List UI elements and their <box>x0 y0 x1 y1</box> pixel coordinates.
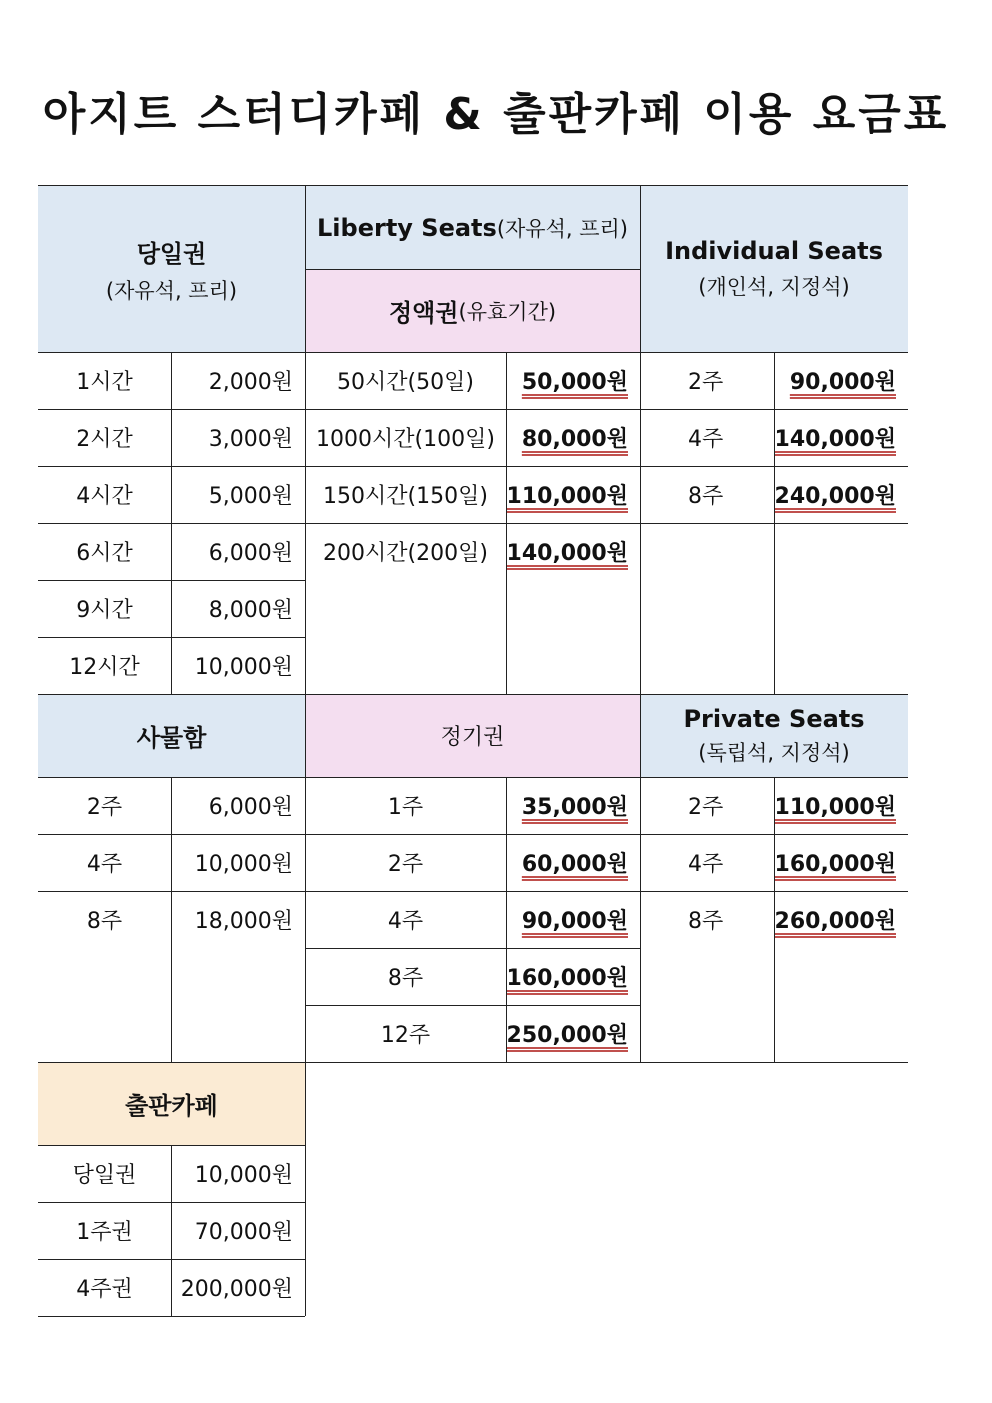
price-value: 140,000원 <box>774 427 896 452</box>
price-value: 35,000원 <box>521 795 628 820</box>
regular-pass-header <box>305 694 640 777</box>
liberty-title-suffix: (자유석, 프리) <box>496 216 628 241</box>
grid-line <box>38 1062 908 1063</box>
table-row-label: 2주 <box>688 370 724 395</box>
table-row-price <box>506 523 640 580</box>
table-row-price <box>774 466 908 523</box>
grid-line <box>171 352 172 694</box>
price-value: 110,000원 <box>774 795 896 820</box>
table-row-label: 4주 <box>688 427 724 452</box>
table-row-price <box>506 777 640 834</box>
private-title: Private Seats <box>683 704 865 733</box>
price-value: 160,000원 <box>774 852 896 877</box>
table-row-label: 8주 <box>688 909 724 934</box>
price-value: 240,000원 <box>774 484 896 509</box>
grid-line <box>38 891 908 892</box>
grid-line <box>506 777 507 1062</box>
table-row-label: 2주 <box>387 852 424 877</box>
table-row-price <box>774 409 908 466</box>
table-row-label: 4주 <box>688 852 724 877</box>
table-row-label: 50시간(50일) <box>337 370 474 395</box>
publishing-title: 출판카페 <box>125 1092 218 1120</box>
table-row-label: 4시간 <box>76 484 133 509</box>
table-row-label: 8주 <box>387 966 424 991</box>
price-value: 60,000원 <box>521 852 628 877</box>
table-row-price: 6,000원 <box>208 795 293 820</box>
grid-line <box>38 352 908 353</box>
table-row-price <box>506 466 640 523</box>
price-value: 90,000원 <box>789 370 896 395</box>
price-value: 250,000원 <box>506 1023 628 1048</box>
individual-header <box>640 186 908 352</box>
table-row-label: 12시간 <box>69 655 140 680</box>
grid-line <box>305 269 640 270</box>
price-value: 90,000원 <box>521 909 628 934</box>
table-row-price <box>774 834 908 891</box>
table-row-label: 4주권 <box>76 1277 133 1302</box>
table-row-price: 70,000원 <box>194 1220 293 1245</box>
table-row-label: 1주 <box>387 795 424 820</box>
grid-line <box>305 1005 640 1006</box>
table-row-price: 10,000원 <box>194 655 293 680</box>
table-row-label: 4주 <box>387 909 424 934</box>
grid-line <box>171 1145 172 1316</box>
table-row-price: 10,000원 <box>194 1163 293 1188</box>
grid-line <box>38 523 908 524</box>
table-row-price: 5,000원 <box>208 484 293 509</box>
table-row-price <box>506 891 640 948</box>
liberty-title: Liberty Seats <box>317 213 497 242</box>
table-row-price: 8,000원 <box>208 598 293 623</box>
individual-title: Individual Seats <box>665 237 883 265</box>
fixed-pass-title: 정액권 <box>388 299 459 327</box>
publishing-header <box>38 1062 305 1145</box>
grid-line <box>38 834 908 835</box>
liberty-header <box>305 186 640 269</box>
grid-line <box>38 694 908 695</box>
table-row-price: 18,000원 <box>194 909 293 934</box>
grid-line <box>38 777 908 778</box>
table-row-label: 8주 <box>86 909 123 934</box>
table-row-label: 2시간 <box>76 427 133 452</box>
table-row-label: 2주 <box>688 795 724 820</box>
price-value: 50,000원 <box>521 370 628 395</box>
table-row-price <box>506 834 640 891</box>
grid-line <box>774 352 775 694</box>
table-row-label: 1주권 <box>76 1220 133 1245</box>
price-value: 110,000원 <box>506 484 628 509</box>
day-pass-subtitle: (자유석, 프리) <box>105 278 238 303</box>
individual-subtitle: (개인석, 지정석) <box>698 275 850 299</box>
table-row-label: 150시간(150일) <box>323 484 488 509</box>
price-value: 160,000원 <box>506 966 628 991</box>
table-row-price: 2,000원 <box>208 370 293 395</box>
locker-header <box>38 694 305 777</box>
day-pass-title: 당일권 <box>136 239 207 268</box>
grid-line <box>305 1062 306 1316</box>
table-row-price <box>506 409 640 466</box>
price-value: 80,000원 <box>521 427 628 452</box>
table-row-label: 6시간 <box>76 541 133 566</box>
table-row-price <box>506 948 640 1005</box>
grid-line <box>38 185 908 186</box>
table-row-label: 8주 <box>688 484 724 509</box>
grid-line <box>506 352 507 694</box>
grid-line <box>774 777 775 1062</box>
table-row-label: 1시간 <box>76 370 133 395</box>
price-value: 140,000원 <box>506 541 628 566</box>
table-row-label: 200시간(200일) <box>323 541 488 566</box>
table-row-label: 9시간 <box>76 598 133 623</box>
grid-line <box>640 186 641 1062</box>
locker-title: 사물함 <box>136 724 207 752</box>
table-row-label: 2주 <box>86 795 123 820</box>
table-row-price <box>506 352 640 409</box>
page-title: 아지트 스터디카페 & 출판카페 이용 요금표 <box>42 89 950 140</box>
price-value: 260,000원 <box>774 909 896 934</box>
grid-line <box>171 777 172 1062</box>
table-row-price <box>774 891 908 948</box>
day-pass-header <box>38 186 305 352</box>
table-row-label: 4주 <box>86 852 123 877</box>
table-row-price: 3,000원 <box>208 427 293 452</box>
fixed-pass-suffix: (유효기간) <box>458 299 557 324</box>
regular-pass-title: 정기권 <box>440 725 505 750</box>
private-header <box>640 694 908 777</box>
table-row-label: 12주 <box>380 1023 431 1048</box>
table-row-label: 1000시간(100일) <box>316 427 495 452</box>
grid-line <box>38 466 908 467</box>
table-row-price <box>774 352 908 409</box>
grid-line <box>305 948 640 949</box>
table-row-price <box>506 1005 640 1062</box>
grid-line <box>38 1316 305 1317</box>
table-row-price: 200,000원 <box>180 1277 293 1302</box>
table-row-price: 6,000원 <box>208 541 293 566</box>
table-row-price <box>774 777 908 834</box>
grid-line <box>38 409 908 410</box>
grid-line <box>305 186 306 1062</box>
private-subtitle: (독립석, 지정석) <box>698 740 850 765</box>
table-row-price: 10,000원 <box>194 852 293 877</box>
fixed-pass-header <box>305 269 640 352</box>
table-row-label: 당일권 <box>72 1163 137 1188</box>
